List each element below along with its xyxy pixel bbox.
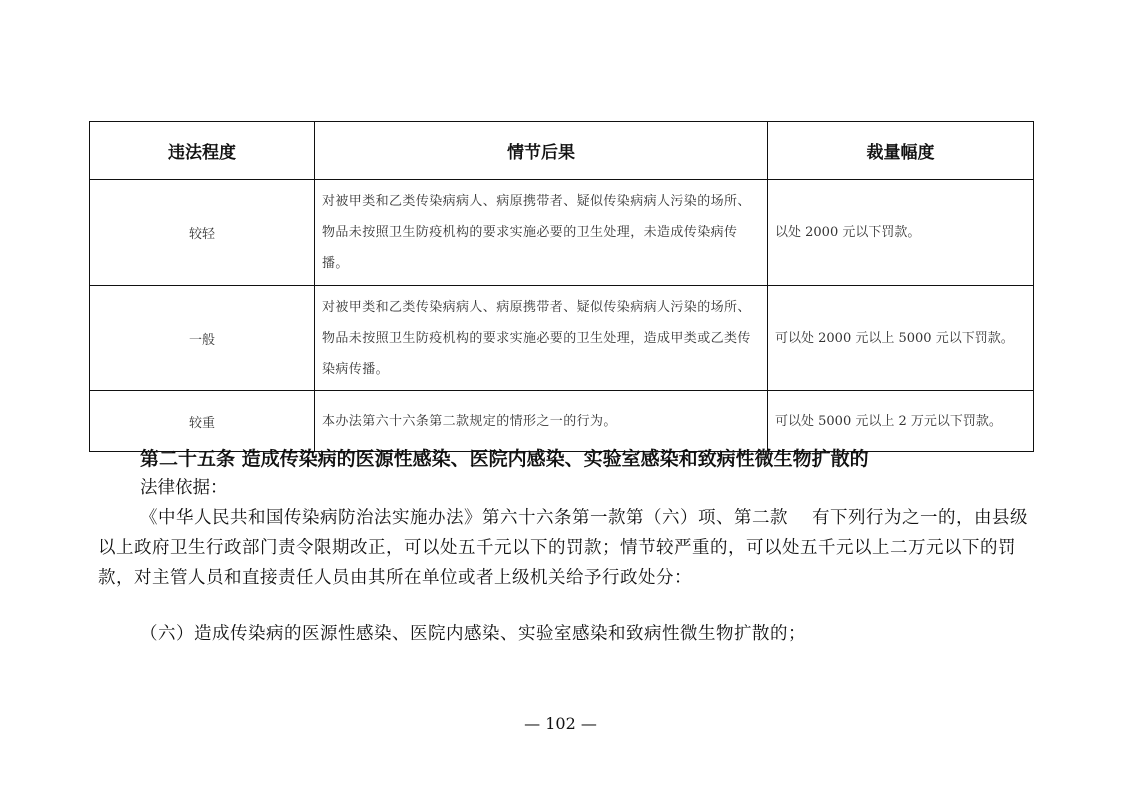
penalty-table <box>89 121 1034 452</box>
circumstance-text: 对被甲类和乙类传染病病人、病原携带者、疑似传染病病人污染的场所、物品未按照卫生防疫机构的要求实施必要的卫生处理，造成甲类或乙类传染病传播。 <box>315 286 768 391</box>
circumstance-text: 对被甲类和乙类传染病病人、病原携带者、疑似传染病病人污染的场所、物品未按照卫生防疫机构的要求实施必要的卫生处理，未造成传染病传播。 <box>315 180 768 286</box>
header-circumstance: 情节后果 <box>315 122 768 180</box>
page-number: — 102 — <box>524 714 597 733</box>
table-header-row <box>90 122 1034 180</box>
violation-level: 较重 <box>90 391 315 452</box>
table-row <box>90 180 1034 286</box>
table-row <box>90 391 1034 452</box>
penalty-range: 以处 2000 元以下罚款。 <box>768 180 1034 286</box>
penalty-range: 可以处 2000 元以上 5000 元以下罚款。 <box>768 286 1034 391</box>
header-penalty-range: 裁量幅度 <box>768 122 1034 180</box>
article-title: 第二十五条 造成传染病的医源性感染、医院内感染、实验室感染和致病性微生物扩散的 <box>140 448 869 470</box>
circumstance-text: 本办法第六十六条第二款规定的情形之一的行为。 <box>315 391 768 452</box>
legal-basis-text: 《中华人民共和国传染病防治法实施办法》第六十六条第一款第（六）项、第二款 有下列行为之一的，由县级以上政府卫生行政部门责令限期改正，可以处五千元以下的罚款；情节较严重的，可以处五千元以上二万元以下的罚款，对主管人员和直接责任人员由其所在单位或者上级机关给予行政处分： <box>98 508 1029 588</box>
clause-item-text: （六）造成传染病的医源性感染、医院内感染、实验室感染和致病性微生物扩散的； <box>140 624 806 644</box>
violation-level: 较轻 <box>90 180 315 286</box>
header-violation-level: 违法程度 <box>90 122 315 180</box>
legal-basis-label: 法律依据： <box>140 478 228 498</box>
penalty-range: 可以处 5000 元以上 2 万元以下罚款。 <box>768 391 1034 452</box>
table-row <box>90 286 1034 391</box>
violation-level: 一般 <box>90 286 315 391</box>
